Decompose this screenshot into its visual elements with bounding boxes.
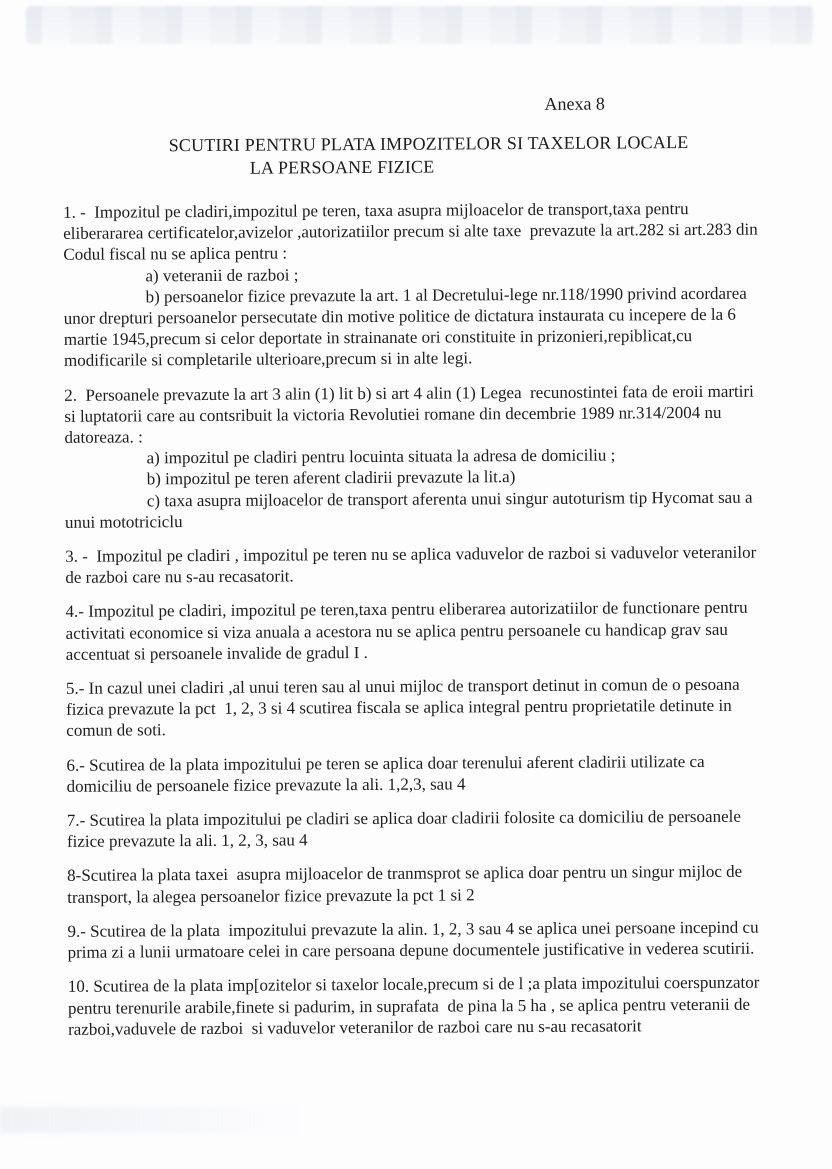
paragraph-text: 6.- Scutirea de la plata impozitului pe teren se aplica doar terenului aferent cladirii utilizate ca domiciliu de persoanele fizice prevazute la ali. 1,2,3, sau 4 [66,751,709,796]
paragraph-3 [65,542,770,589]
paragraph-text: 4.- Impozitul pe cladiri, impozitul pe teren,taxa pentru eliberarea autorizatiilor de functionare pentru activitati economice si viza anuala a acestora nu se aplica pentru persoanele cu handicap grav sau accentuat si persoanele invalide de gradul I . [65,598,752,664]
title-line-2: LA PERSOANE FIZICE [249,156,435,178]
paragraph-8 [67,861,772,908]
scan-noise-band-bottom [0,1107,300,1133]
list-item: a) impozitul pe cladiri pentru locuinta situata la adresa de domiciliu ; [146,445,616,468]
paragraph-2 [64,380,770,533]
paragraph-4 [65,597,770,665]
paragraph-text: 7.- Scutirea la plata impozitului pe cladiri se aplica doar cladirii folosite ca domiciliu de persoanele fizice prevazute la ali. 1, 2, 3, sau 4 [66,806,746,852]
paragraph-text: 3. - Impozitul pe cladiri , impozitul pe teren nu se aplica vaduvelor de razboi si vaduvelor veteranilor de razboi care nu s-au recasatorit. [65,542,761,588]
paragraph-text: 9.- Scutirea de la plata impozitului prevazute la alin. 1, 2, 3 sau 4 se aplica unei persoane incepind cu prima zi a lunii urmatoare celei in care persoana depune documentele justificative in vederea scutirii. [67,917,763,962]
paragraph-6 [66,750,771,797]
paragraph-5 [66,674,771,742]
paragraph-9 [67,916,772,963]
paragraph-text: 2. Persoanele prevazute la art 3 alin (1) lit b) si art 4 alin (1) Legea recunostintei fata de eroii martiri si luptatorii care au contsribuit la victoria Revolutiei romane din decembrie 1989 nr.314/2004 nu datoreaza. : [64,381,759,447]
paragraph-text: 1. - Impozitul pe cladiri,impozitul pe teren, taxa asupra mijloacelor de transport,taxa pentru eliberararea certificatelor,avizelor ,autorizatiilor precum si alte taxe prevazute la art.282 si art.283 din Codul fiscal nu se aplica pentru : [63,199,763,265]
paragraph-text: 10. Scutirea de la plata imp[ozitelor si taxelor locale,precum si de l ;a plata impozitului coerspunzator pentru terenurile arabile,finete si padurim, in suprafata de pina la 5 ha , se aplica pentru veteranii de razboi,vaduvele de razboi si vaduvelor veteranilor de razboi care nu s-au recasatorit [67,972,764,1039]
title-line-1: SCUTIRI PENTRU PLATA IMPOZITELOR SI TAXELOR LOCALE [168,132,689,156]
list-item: c) taxa asupra mijloacelor de transport aferenta unui singur autoturism tip Hycomat sau a unui mototriciclu [64,487,757,532]
list-item: a) veteranii de razboi ; [145,265,299,285]
list-item: b) persoanelor fizice prevazute la art. 1 al Decretului-lege nr.118/1990 privind acordarea unor drepturi persoanelor persecutate din motive politice de dictatura instaurata cu incepere de la 6 martie 1945,precum si celor deportate in strainanate ori constituite in prizonieri,repiblicat,cu modificarile si completarile ulterioare,precum si in alte legi. [63,283,752,371]
paragraph-text: 5.- In cazul unei cladiri ,al unui teren sau al unui mijloc de transport detinut in comun de o pesoana fizica prevazute la pct 1, 2, 3 si 4 scutirea fiscala se aplica integral pentru proprietatile detinute in comun de soti. [65,674,744,741]
paragraph-7 [67,806,772,853]
paragraph-10 [68,972,773,1040]
annex-label: Anexa 8 [544,93,605,114]
paragraph-1 [63,198,769,372]
document-title [0,130,832,181]
document-body [63,198,773,1040]
list-item: b) impozitul pe teren aferent cladirii prevazute la lit.a) [146,467,516,489]
paragraph-text: 8-Scutirea la plata taxei asupra mijloacelor de tranmsprot se aplica doar pentru un singur mijloc de transport, la alegea persoanelor fizice prevazute la pct 1 si 2 [67,862,747,907]
